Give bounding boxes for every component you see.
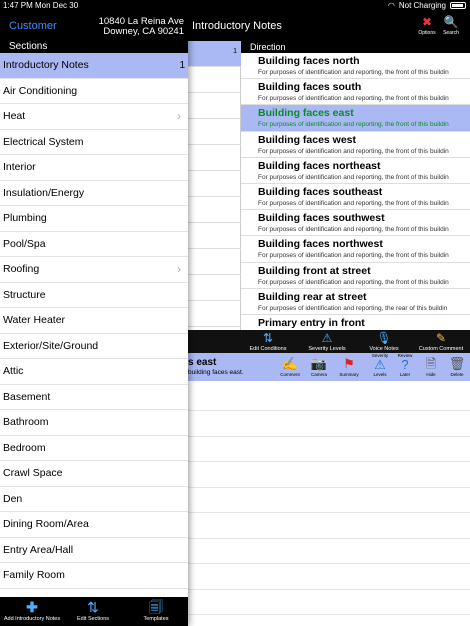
voice-notes-button[interactable] [358, 331, 410, 352]
direction-row-subtitle: For purposes of identification and reporting, the front of this buildin [258, 121, 449, 129]
delete-label: Delete [450, 372, 464, 377]
section-item-label: Bathroom [3, 416, 49, 428]
direction-row[interactable] [241, 158, 470, 184]
comment-label: Comment [280, 372, 300, 377]
direction-row-title: Building front at street [258, 264, 371, 277]
direction-header: Direction [241, 41, 470, 53]
section-item[interactable] [0, 257, 188, 283]
edit-conditions-label: Edit Conditions [249, 346, 287, 352]
section-item[interactable] [0, 308, 188, 334]
direction-row-title: Building faces east [258, 107, 354, 120]
divider [188, 436, 470, 437]
section-item[interactable] [0, 512, 188, 538]
search-label: Search [443, 30, 459, 36]
direction-row[interactable] [241, 184, 470, 210]
camera-button[interactable] [307, 355, 331, 377]
hide-button[interactable] [419, 355, 443, 377]
edit-sections-label: Edit Sections [76, 616, 110, 622]
direction-row-title: Building faces southeast [258, 185, 383, 198]
comment-icon: ✍ [281, 356, 299, 371]
chevron-right-icon: › [177, 262, 181, 276]
divider [188, 538, 470, 539]
middle-list-item[interactable] [188, 223, 241, 249]
selected-comment-bar [188, 353, 470, 381]
direction-row-title: Building faces west [258, 133, 357, 146]
direction-row[interactable] [241, 132, 470, 158]
middle-list-item[interactable] [188, 171, 241, 197]
middle-list-item[interactable] [188, 301, 241, 327]
middle-list-item[interactable] [188, 249, 241, 275]
section-item[interactable] [0, 385, 188, 411]
status-bar [0, 0, 470, 13]
section-item-label: Introductory Notes [3, 59, 89, 71]
section-item-label: Den [3, 492, 23, 505]
search-icon: 🔍 [443, 15, 459, 29]
main-header [188, 13, 470, 41]
trash-icon: 🗑 [448, 356, 466, 371]
section-item[interactable] [0, 155, 188, 181]
reorder-icon: ⇅ [87, 599, 99, 615]
section-count-badge: 1 [179, 60, 185, 71]
section-item[interactable] [0, 181, 188, 207]
sections-panel [0, 13, 188, 626]
divider [188, 461, 470, 462]
direction-row-subtitle: For purposes of identification and reporting, the front of this buildin [258, 199, 449, 207]
microphone-icon: 🎙 [376, 331, 392, 345]
comment-toolbar [188, 330, 470, 353]
section-item-label: Roofing [3, 263, 40, 275]
section-item[interactable] [0, 130, 188, 156]
options-button[interactable] [416, 15, 438, 39]
direction-row[interactable] [241, 236, 470, 262]
section-item[interactable] [0, 334, 188, 360]
section-item-label: Water Heater [3, 314, 66, 326]
section-item-label: Heat [3, 110, 26, 122]
direction-row-subtitle: For purposes of identification and reporting, the front of this buildin [258, 95, 449, 103]
flag-icon: ⚑ [343, 356, 355, 371]
severity-icon: ⚠ [374, 357, 386, 372]
address-line-1: 10840 La Reina Ave [98, 16, 184, 27]
section-item[interactable] [0, 79, 188, 105]
selected-comment-subtitle: building faces east. [188, 369, 244, 376]
sections-toolbar [0, 597, 188, 626]
section-item-label: Interior [3, 161, 36, 173]
section-item[interactable] [0, 461, 188, 487]
section-item-label: Crawl Space [3, 467, 63, 479]
middle-list-item[interactable] [188, 145, 241, 171]
section-item[interactable] [0, 359, 188, 385]
section-item-label: Bedroom [3, 441, 46, 454]
chevron-right-icon: › [177, 109, 181, 123]
direction-row[interactable] [241, 210, 470, 236]
edit-conditions-button[interactable] [240, 331, 296, 352]
section-item-label: Attic [3, 365, 24, 377]
middle-list-item-selected[interactable] [188, 41, 241, 67]
section-item-label: Structure [3, 288, 46, 301]
warning-icon: ⚠ [321, 331, 333, 345]
edit-sections-button[interactable] [66, 599, 120, 622]
section-item[interactable] [0, 436, 188, 462]
divider [188, 487, 470, 488]
selected-comment-title: s east [188, 357, 217, 368]
direction-row-title: Building faces southwest [258, 212, 385, 225]
custom-comment-button[interactable] [412, 331, 470, 352]
sections-list[interactable] [0, 53, 188, 597]
sections-header: Sections [0, 41, 188, 53]
hide-label: Hide [426, 372, 436, 377]
middle-list-item[interactable] [188, 67, 241, 93]
divider [188, 512, 470, 513]
section-item[interactable] [0, 487, 188, 513]
section-item[interactable] [0, 563, 188, 589]
templates-icon: 🗐 [149, 599, 163, 615]
customer-header [0, 13, 188, 41]
camera-icon: 📷 [310, 356, 328, 371]
address-line-2: Downey, CA 90241 [103, 26, 184, 37]
section-item-label: Insulation/Energy [3, 186, 85, 199]
review-later-button[interactable] [393, 353, 417, 377]
divider [188, 410, 470, 411]
severity-levels-label: Severity Levels [308, 346, 346, 352]
tools-icon: ✖ [421, 15, 433, 29]
section-item[interactable] [0, 53, 188, 79]
direction-row-subtitle: For purposes of identification and reporting, the front of this buildin [258, 147, 449, 155]
question-icon: ? [401, 357, 409, 372]
severity-button[interactable] [368, 353, 392, 377]
edit-conditions-icon: ⇅ [262, 331, 274, 345]
search-button[interactable] [440, 15, 462, 39]
later-label: Later [399, 372, 411, 377]
middle-list [188, 41, 241, 330]
section-item[interactable] [0, 283, 188, 309]
direction-row-subtitle: For purposes of identification and reporting, the rear of this buildin [258, 304, 448, 312]
plus-icon: ✚ [26, 599, 38, 615]
comment-button[interactable] [278, 355, 302, 377]
review-top-label: Review [397, 353, 413, 358]
section-item[interactable] [0, 538, 188, 564]
middle-list-item[interactable] [188, 93, 241, 119]
add-notes-label: Add Introductory Notes [3, 616, 61, 622]
section-item-label: Pool/Spa [3, 237, 46, 250]
battery-icon [450, 2, 466, 9]
section-item[interactable] [0, 206, 188, 232]
direction-row-subtitle: For purposes of identification and reporting, the front of this buildin [258, 252, 449, 260]
middle-list-item[interactable] [188, 119, 241, 145]
direction-row-subtitle: For purposes of identification and reporting, the front of this buildin [258, 69, 449, 76]
summary-button[interactable] [337, 355, 361, 377]
section-item-label: Exterior/Site/Ground [3, 339, 99, 352]
section-item-label: Dining Room/Area [3, 518, 89, 530]
direction-row[interactable] [241, 289, 470, 315]
direction-row-title: Building faces south [258, 81, 362, 94]
direction-row-title: Building faces northeast [258, 159, 381, 172]
pencil-icon: ✎ [435, 331, 447, 345]
direction-row-title: Building rear at street [258, 290, 367, 303]
section-item[interactable] [0, 104, 188, 130]
middle-list-badge: 1 [233, 48, 237, 55]
status-right [388, 1, 466, 10]
section-item-label: Plumbing [3, 212, 47, 224]
section-item[interactable] [0, 232, 188, 258]
add-notes-button[interactable] [0, 599, 64, 622]
severity-levels-button[interactable] [299, 331, 355, 352]
section-item[interactable] [0, 410, 188, 436]
status-time: 1:47 PM Mon Dec 30 [3, 1, 79, 10]
direction-row-title: Building faces northwest [258, 238, 383, 251]
templates-button[interactable] [128, 599, 184, 622]
hide-document-icon: 🗎 [425, 356, 437, 371]
divider [188, 589, 470, 590]
direction-row-subtitle: For purposes of identification and reporting, the front of this buildin [258, 278, 449, 286]
section-item-label: Air Conditioning [3, 84, 78, 97]
page-title: Introductory Notes [192, 20, 282, 32]
section-item-label: Entry Area/Hall [3, 543, 74, 556]
direction-row-subtitle: For purposes of identification and reporting, the front of this buildin [258, 226, 449, 234]
direction-row[interactable] [241, 263, 470, 289]
levels-label: Levels [373, 372, 387, 377]
summary-label: Summary [339, 372, 359, 377]
direction-row[interactable] [241, 79, 470, 105]
direction-row[interactable] [241, 53, 470, 79]
direction-list[interactable] [241, 53, 470, 330]
charging-status: Not Charging [398, 1, 446, 10]
delete-button[interactable] [445, 355, 469, 377]
camera-label: Camera [310, 372, 327, 377]
direction-row-title: Building faces north [258, 55, 360, 67]
templates-label: Templates [143, 616, 169, 622]
customer-button[interactable]: Customer [9, 20, 57, 32]
direction-row-subtitle: For purposes of identification and reporting, the front of this buildin [258, 173, 449, 181]
divider [188, 614, 470, 615]
options-label: Options [418, 30, 436, 36]
wifi-icon: ◠ [387, 1, 395, 10]
middle-list-item[interactable] [188, 197, 241, 223]
section-item-label: Family Room [3, 569, 65, 581]
section-item-label: Basement [3, 390, 51, 403]
direction-row-title: Primary entry in front [258, 316, 365, 329]
direction-row[interactable] [241, 105, 470, 131]
custom-comment-label: Custom Comment [418, 346, 464, 352]
middle-list-item[interactable] [188, 275, 241, 301]
section-item-label: Electrical System [3, 135, 84, 148]
severity-top-label: Severity [371, 353, 389, 358]
divider [188, 563, 470, 564]
voice-notes-label: Voice Notes [369, 346, 399, 352]
